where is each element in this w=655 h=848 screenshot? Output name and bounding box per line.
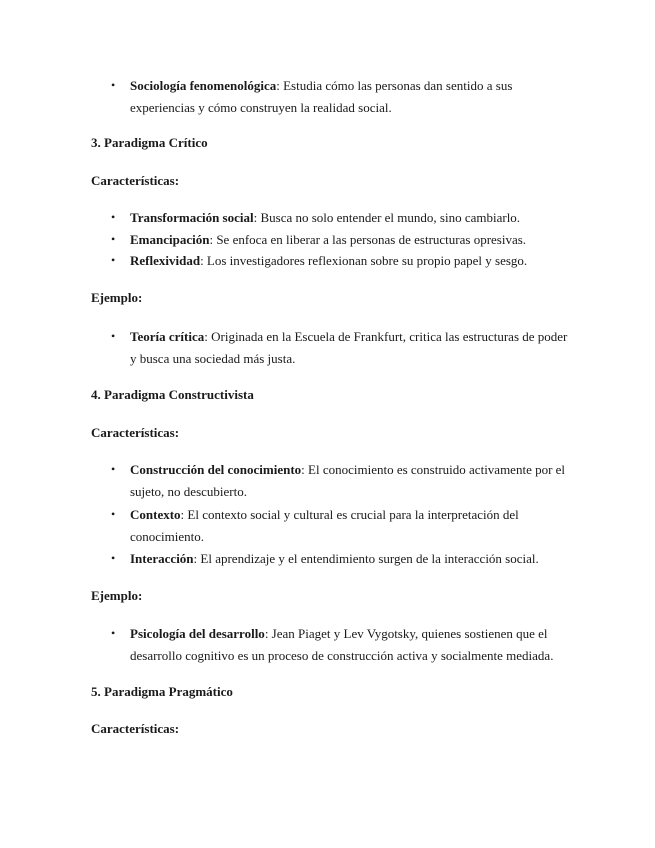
term: Emancipación — [130, 231, 210, 247]
term: Reflexividad — [130, 253, 201, 268]
description: : El contexto social y cultural es crucial para la interpretación del conocimiento. — [130, 507, 519, 544]
description: : Jean Piaget y Lev Vygotsky, quienes sostienen que el desarrollo cognitivo es un proceso de construcción activa y socialmente mediada. — [130, 626, 554, 663]
term: Interacción — [130, 551, 194, 566]
term: Transformación social — [130, 210, 254, 225]
term: Sociología fenomenológica — [130, 78, 277, 93]
description: : Busca no solo entender el mundo, sino cambiarlo. — [253, 210, 521, 225]
term: Contexto — [130, 507, 181, 522]
term: Psicología del desarrollo — [130, 626, 265, 641]
section-heading: 5. Paradigma Pragmático — [91, 684, 233, 699]
term: Construcción del conocimiento — [130, 462, 302, 477]
section-heading: 3. Paradigma Crítico — [91, 135, 208, 150]
description: : Se enfoca en liberar a las personas de estructuras opresivas. — [209, 231, 527, 247]
term: Teoría crítica — [130, 329, 205, 344]
subheading: Ejemplo: — [91, 290, 143, 305]
description: : El conocimiento es construido activamente por el sujeto, no descubierto. — [130, 462, 566, 499]
subheading: Ejemplo: — [91, 588, 143, 603]
list-item — [130, 326, 570, 369]
subheading: Características: — [91, 173, 180, 188]
list-item — [130, 459, 570, 502]
subheading: Características: — [91, 425, 180, 440]
list-item — [130, 229, 570, 251]
list-item — [130, 548, 570, 570]
list-item — [130, 207, 570, 229]
subheading: Características: — [91, 721, 180, 736]
description: : Estudia cómo las personas dan sentido a sus experiencias y cómo construyen la realidad social. — [130, 78, 513, 115]
list-item — [130, 623, 570, 666]
description: : Los investigadores reflexionan sobre su propio papel y sesgo. — [200, 253, 528, 268]
section-heading: 4. Paradigma Constructivista — [91, 387, 254, 402]
list-item — [130, 75, 570, 118]
list-item — [130, 504, 570, 547]
description: : El aprendizaje y el entendimiento surgen de la interacción social. — [193, 551, 539, 566]
list-item — [130, 250, 570, 272]
description: : Originada en la Escuela de Frankfurt, critica las estructuras de poder y busca una sociedad más justa. — [130, 329, 568, 366]
